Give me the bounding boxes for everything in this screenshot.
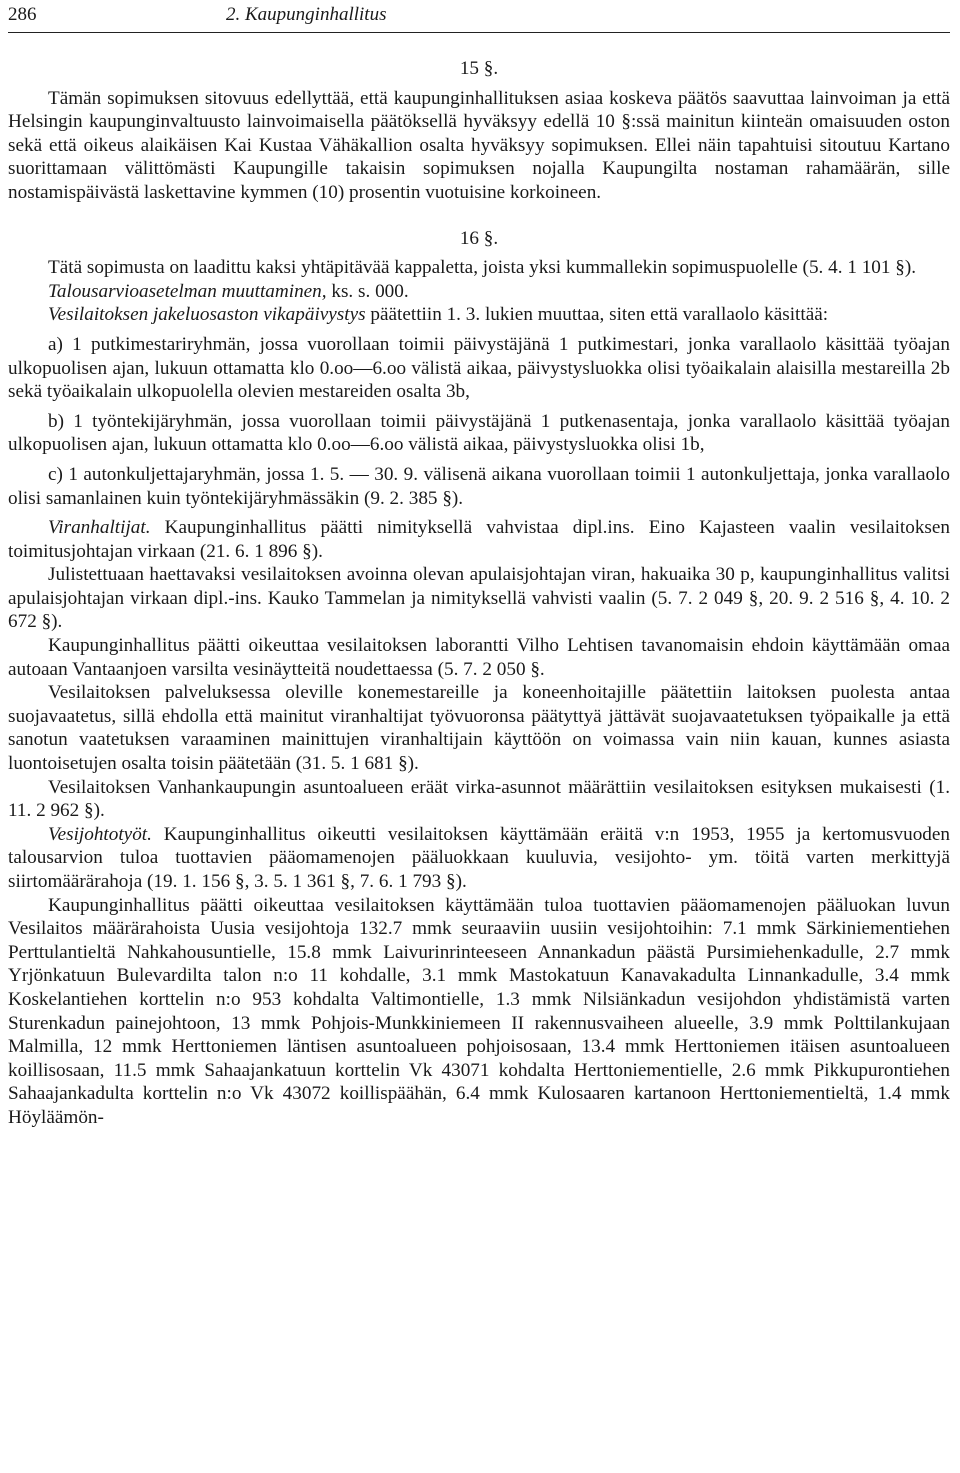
- block-text: Julistettuaan haettavaksi vesilaitoksen avoinna olevan apulaisjohtajan viran, hakuaika 30 p, kaupunginhallitus valitsi apulaisjohtajan virkaan dipl.-ins. Kauko Tammelan ja nimityksellä vahvisti vaalin (5. 7. 2 049 §, 20. 9. 2 516 §, 4. 10. 2 672 §).: [8, 564, 950, 633]
- list-item: b) 1 työntekijäryhmän, jossa vuorollaan toimii päivystäjänä 1 putkenasentaja, jonka varallaolo käsittää työajan ulkopuolisen ajan, lukuun ottamatta klo 0.oo—6.oo välistä aikaa, päivystysluokka olisi 1b,: [8, 410, 950, 456]
- block-text: Vesilaitoksen palveluksessa oleville konemestareille ja koneenhoitajille päätettiin laitoksen puolesta antaa suojavaatetus, sillä ehdolla että mainitut viranhaltijat työvuoronsa päätyttyä jättävät suojavaatetuksen työpaikalle ja että sanotun vaatetuksen varaaminen mainittujen viranhaltijain käyttöön on voimassa vain niin kauan, kunnes asiasta luontoisetujen osalta toisin päätetään (31. 5. 1 681 §).: [8, 682, 950, 775]
- note-title: Vesilaitoksen jakeluosaston vikapäivystys: [48, 304, 366, 326]
- block-text: Kaupunginhallitus oikeutti vesilaitoksen käyttämään eräitä v:n 1953, 1955 ja kertomusvuoden talousarvion tuloa tuottavien pääomamenojen pääluokkaan kuuluvia, vesijohto- ym. töitä varten merkittyjä siirtomäärärahoja (19. 1. 156 §, 3. 5. 1 361 §, 7. 6. 1 793 §).: [8, 823, 950, 892]
- list-item: a) 1 putkimestariryhmän, jossa vuorollaan toimii päivystäjänä 1 putkimestari, jonka varallaolo käsittää työajan ulkopuolisen ajan, lukuun ottamatta klo 0.oo—6.oo välistä aikaa, päivystysluokka olisi työaikalain alaisilla mestareilla 2b sekä työaikalain ulkopuolella olevien mestareiden osalta 3b,: [8, 333, 950, 403]
- block-text: Kaupunginhallitus päätti oikeuttaa vesilaitoksen laborantti Vilho Lehtisen tavanomaisin ehdoin käyttämään omaa autoaan Vantaanjoen varsilta vesinäytteitä noudettaessa (5. 7. 2 050 §.: [8, 635, 950, 680]
- note-paragraph: [8, 303, 950, 327]
- text-block: [8, 894, 950, 1130]
- text-block: [8, 776, 950, 823]
- paragraph: Tämän sopimuksen sitovuus edellyttää, että kaupunginhallituksen asiaa koskeva päätös saavuttaa lainvoiman ja että Helsingin kaupunginvaltuusto lainvoimaisella päätöksellä hyväksyy edellä 10 §:ssä mainitun kiinteän omaisuuden oston sekä että oikeus alaikäisen Kai Kustaa Vähäkallion osalta hyväksyy sopimuksen. Ellei näin tapahtuisi sitoutuu Kartano suorittamaan välittömästi Kaupungille takaisin sopimuksen nojalla Kaupungilta nostaman rahamäärän, sille nostamispäivästä laskettavine kymmen (10) prosentin vuotuisine korkoineen.: [8, 87, 950, 203]
- block-lead: Vesijohtotyöt.: [48, 823, 152, 845]
- block-text: Kaupunginhallitus päätti oikeuttaa vesilaitoksen käyttämään tuloa tuottavien pääomamenojen pääluokan luvun Vesilaitos määrärahoista Uusia vesijohtoja 132.7 mmk seuraaviin uusiin vesijohtoihin: 7.1 mmk Särkiniementiehen Perttulantieltä Nahkahousuntielle, 15.8 mmk Laivurinrinteeseen Annankadun päästä Pursimiehenkadulle, 2.7 mmk Yrjönkatuun Bulevardilta talon n:o 11 kohdalle, 3.1 mmk Mastokatuun Kanavakadulta Linnankadulle, 3.4 mmk Koskelantiehen korttelin n:o 953 kohdalta Valtimontielle, 1.3 mmk Nilsiänkadun vesijohdon yhdistämistä varten Sturenkadun painejohtoon, 13 mmk Pohjois-Munkkiniemeen II rakennusvaiheen alueelle, 3.9 mmk Polttilankujaan Malmilla, 12 mmk Herttoniemen läntisen asuntoalueen pohjoisosaan, 13.4 mmk Herttoniemen itäisen asuntoalueen koillisosaan, 11.5 mmk Sahaajankatuun korttelin Vk 43071 kohdalta Herttoniementielle, 2.6 mmk Pikkupurontiehen Sahaajankadulta korttelin n:o Vk 43072 koillispäähän, 6.4 mmk Kulosaaren kartanoon Herttoniementieltä, 1.4 mmk Höyläämön-: [8, 894, 950, 1128]
- block-lead: Viranhaltijat.: [48, 517, 151, 539]
- paragraph: Tätä sopimusta on laadittu kaksi yhtäpitävää kappaletta, joista yksi kummallekin sopimuspuolelle (5. 4. 1 101 §).: [48, 257, 917, 279]
- page-number: 286: [8, 4, 37, 25]
- list-item: c) 1 autonkuljettajaryhmän, jossa 1. 5. — 30. 9. välisenä aikana vuorollaan toimii 1 autonkuljettaja, jonka varallaolo olisi samanlainen kuin työntekijäryhmässäkin (9. 2. 385 §).: [8, 463, 950, 509]
- header-rule: [8, 32, 950, 33]
- note-title: Talousarvioasetelman muuttaminen,: [48, 280, 327, 302]
- section-heading: 15 §.: [459, 58, 499, 79]
- note-text: ks. s. 000.: [326, 280, 409, 302]
- note-paragraph: [8, 280, 950, 304]
- block-text: Vesilaitoksen Vanhankaupungin asuntoalueen eräät virka-asunnot määrättiin vesilaitoksen esityksen mukaisesti (1. 11. 2 962 §).: [8, 776, 950, 822]
- section-heading: 16 §.: [459, 227, 499, 249]
- text-block: [8, 634, 950, 681]
- text-block: [8, 563, 950, 634]
- text-block: [8, 681, 950, 775]
- text-block: [8, 516, 950, 563]
- running-title: 2. Kaupunginhallitus: [226, 4, 387, 25]
- note-text: päätettiin 1. 3. lukien muuttaa, siten että varallaolo käsittää:: [365, 304, 829, 326]
- text-block: [8, 823, 950, 894]
- block-text: Kaupunginhallitus päätti nimityksellä vahvistaa dipl.ins. Eino Kajasteen vaalin vesilaitoksen toimitusjohtajan virkaan (21. 6. 1 896 §).: [8, 517, 950, 562]
- page-header: [8, 4, 950, 28]
- page-body: [8, 57, 950, 1130]
